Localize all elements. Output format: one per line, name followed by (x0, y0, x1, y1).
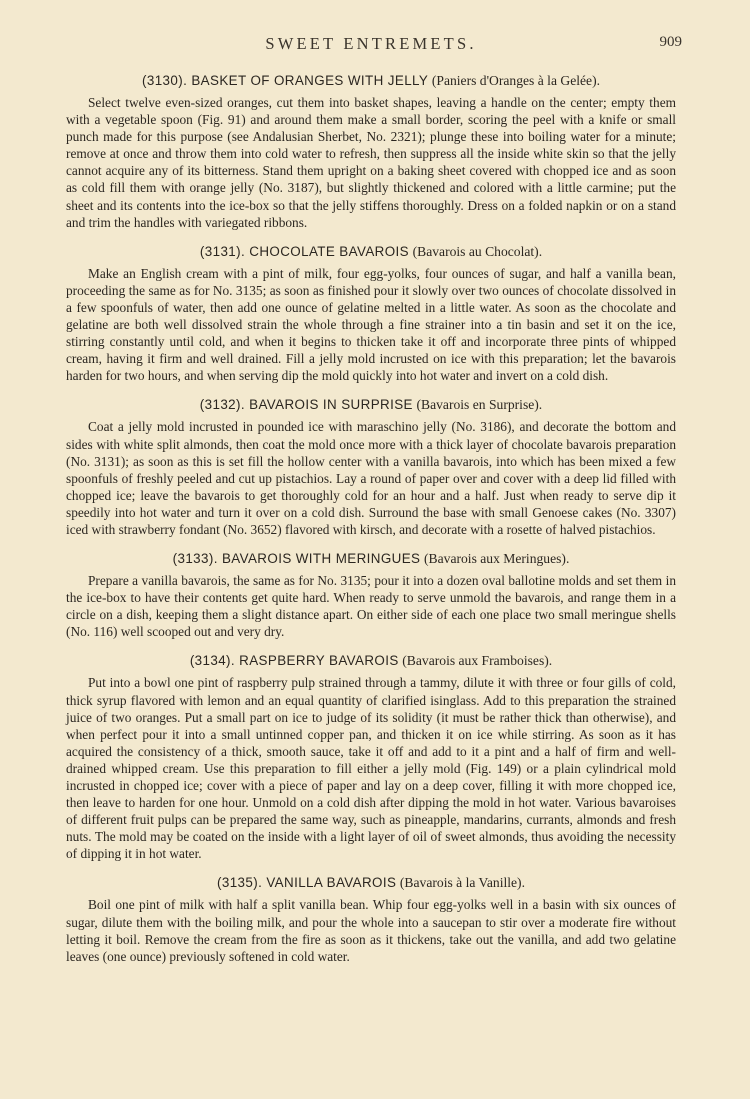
recipe-title (66, 652, 676, 670)
recipe-heading: (3131). CHOCOLATE BAVAROIS (199, 243, 409, 259)
running-head (66, 34, 682, 60)
recipe-heading: (3134). RASPBERRY BAVAROIS (189, 653, 399, 669)
recipe-body: Prepare a vanilla bavarois, the same as for No. 3135; pour it into a dozen oval ballotine molds and set them in the ice-box to have their contents get quite hard. When ready to serve unmold the bavarois, and range them in a circle on a dish, keeping them a slight distance apart. On either side of each one place two small meringue shells (No. 116) well scooped out and very dry. (66, 573, 676, 640)
recipe-3135 (66, 874, 676, 964)
recipe-french-name: (Bavarois au Chocolat). (412, 243, 543, 259)
recipe-3134 (66, 652, 676, 862)
recipe-body: Boil one pint of milk with half a split vanilla bean. Whip four egg-yolks well in a basin with six ounces of sugar, dilute them with the boiling milk, and pour the whole into a saucepan to stir over a moderate fire without letting it boil. Remove the cream from the fire as soon as it thickens, take out the vanilla, and add two gelatine leaves (one ounce) previously softened in cold water. (66, 897, 676, 964)
recipe-body: Coat a jelly mold incrusted in pounded ice with maraschino jelly (No. 3186), and decorate the bottom and sides with white split almonds, then coat the mold once more with a thick layer of chocolate bavarois preparation (No. 3131); as soon as this is set fill the hollow center with a vanilla bavarois, into which has been mixed a few spoonfuls of freshly peeled and cut up pistachios. Lay a round of paper over and cover with a deep lid filled with chopped ice; leave the bavarois to get thoroughly cold for an hour and a half. Just when ready to serve dip it speedily into hot water and turn it over on a cold dish. Surround the base with small Genoese cakes (No. 3307) iced with strawberry fondant (No. 3652) flavored with kirsch, and decorate with a rosette of halved pistachios. (66, 419, 676, 537)
recipe-title (66, 874, 676, 892)
page-number: 909 (659, 34, 682, 50)
running-title: SWEET ENTREMETS. (265, 34, 477, 53)
recipe-3130 (66, 72, 676, 231)
recipe-french-name: (Paniers d'Oranges à la Gelée). (431, 73, 601, 88)
recipe-body: Put into a bowl one pint of raspberry pulp strained through a tammy, dilute it with three or four gills of cold, thick syrup flavored with lemon and an equal quantity of clarified isinglass. Add to this preparation the strained juice of two oranges. Put a small part on ice to judge of its solidity (it must be rather thick than otherwise), and when perfect pour it into a small untinned copper pan, and thicken it on ice while stirring. As soon as it has acquired the consistency of a thick, smooth sauce, take it off and add to it a pint and a half of firm and well-drained whipped cream. Use this preparation to fill either a jelly mold (Fig. 149) or a plain cylindrical mold incrusted in chopped ice; cover with a piece of paper and lay on a deep cover, filling it with more chopped ice, then leave to harden for one hour. Unmold on a cold dish after dipping the mold in hot water. Various bavaroises of different fruit pulps can be prepared the same way, such as pineapple, mandarins, currants, almonds and fresh nuts. The mold may be coated on the inside with a light layer of oil of sweet almonds, thus avoiding the necessity of dipping it in hot water. (66, 675, 676, 862)
recipe-3132 (66, 396, 676, 538)
recipe-title (66, 396, 676, 414)
recipe-french-name: (Bavarois aux Meringues). (424, 551, 570, 567)
recipe-heading: (3130). BASKET OF ORANGES WITH JELLY (141, 73, 429, 88)
recipe-heading: (3135). VANILLA BAVAROIS (217, 875, 397, 891)
recipe-title (66, 550, 676, 568)
recipe-french-name: (Bavarois en Surprise). (416, 397, 543, 413)
recipe-title (66, 243, 676, 261)
recipe-french-name: (Bavarois à la Vanille). (399, 875, 525, 891)
recipe-french-name: (Bavarois aux Framboises). (402, 653, 553, 669)
recipe-3131 (66, 243, 676, 385)
recipe-body: Select twelve even-sized oranges, cut them into basket shapes, leaving a handle on the center; empty them with a vegetable spoon (Fig. 91) and around them make a small border, scoring the peel with a knife or small punch made for this purpose (see Andalusian Sherbet, No. 2321); plunge these into boiling water for a minute; remove at once and throw them into cold water to refresh, then suppress all the inside white skin so that the jelly cannot acquire any of its bitterness. Stand them upright on a baking sheet covered with chopped ice and as soon as cold fill them with orange jelly (No. 3187), but slightly thickened and colored with a little carmine; put the sheet and its contents into the ice-box so that the jelly stiffens thoroughly. Dress on a folded napkin or on a stand and trim the handles with variegated ribbons. (66, 95, 676, 230)
recipe-heading: (3133). BAVAROIS WITH MERINGUES (172, 551, 421, 567)
recipe-title (66, 72, 676, 90)
recipe-body: Make an English cream with a pint of milk, four egg-yolks, four ounces of sugar, and half a vanilla bean, proceeding the same as for No. 3135; as soon as finished pour it slowly over two ounces of chocolate dissolved in a few spoonfuls of water, then add one ounce of gelatine melted in a little water. As soon as the chocolate and gelatine are both well dissolved strain the whole through a fine strainer into a tin basin and set it on the ice, stirring constantly until cold, and when it begins to thicken take it off and incorporate three pints of whipped cream, having it firm and well drained. Fill a jelly mold incrusted on ice with this preparation; let the bavarois harden for two hours, and when serving dip the mold quickly into hot water and invert on a cold dish. (66, 265, 676, 384)
recipe-heading: (3132). BAVAROIS IN SURPRISE (199, 397, 413, 413)
recipe-3133 (66, 550, 676, 640)
